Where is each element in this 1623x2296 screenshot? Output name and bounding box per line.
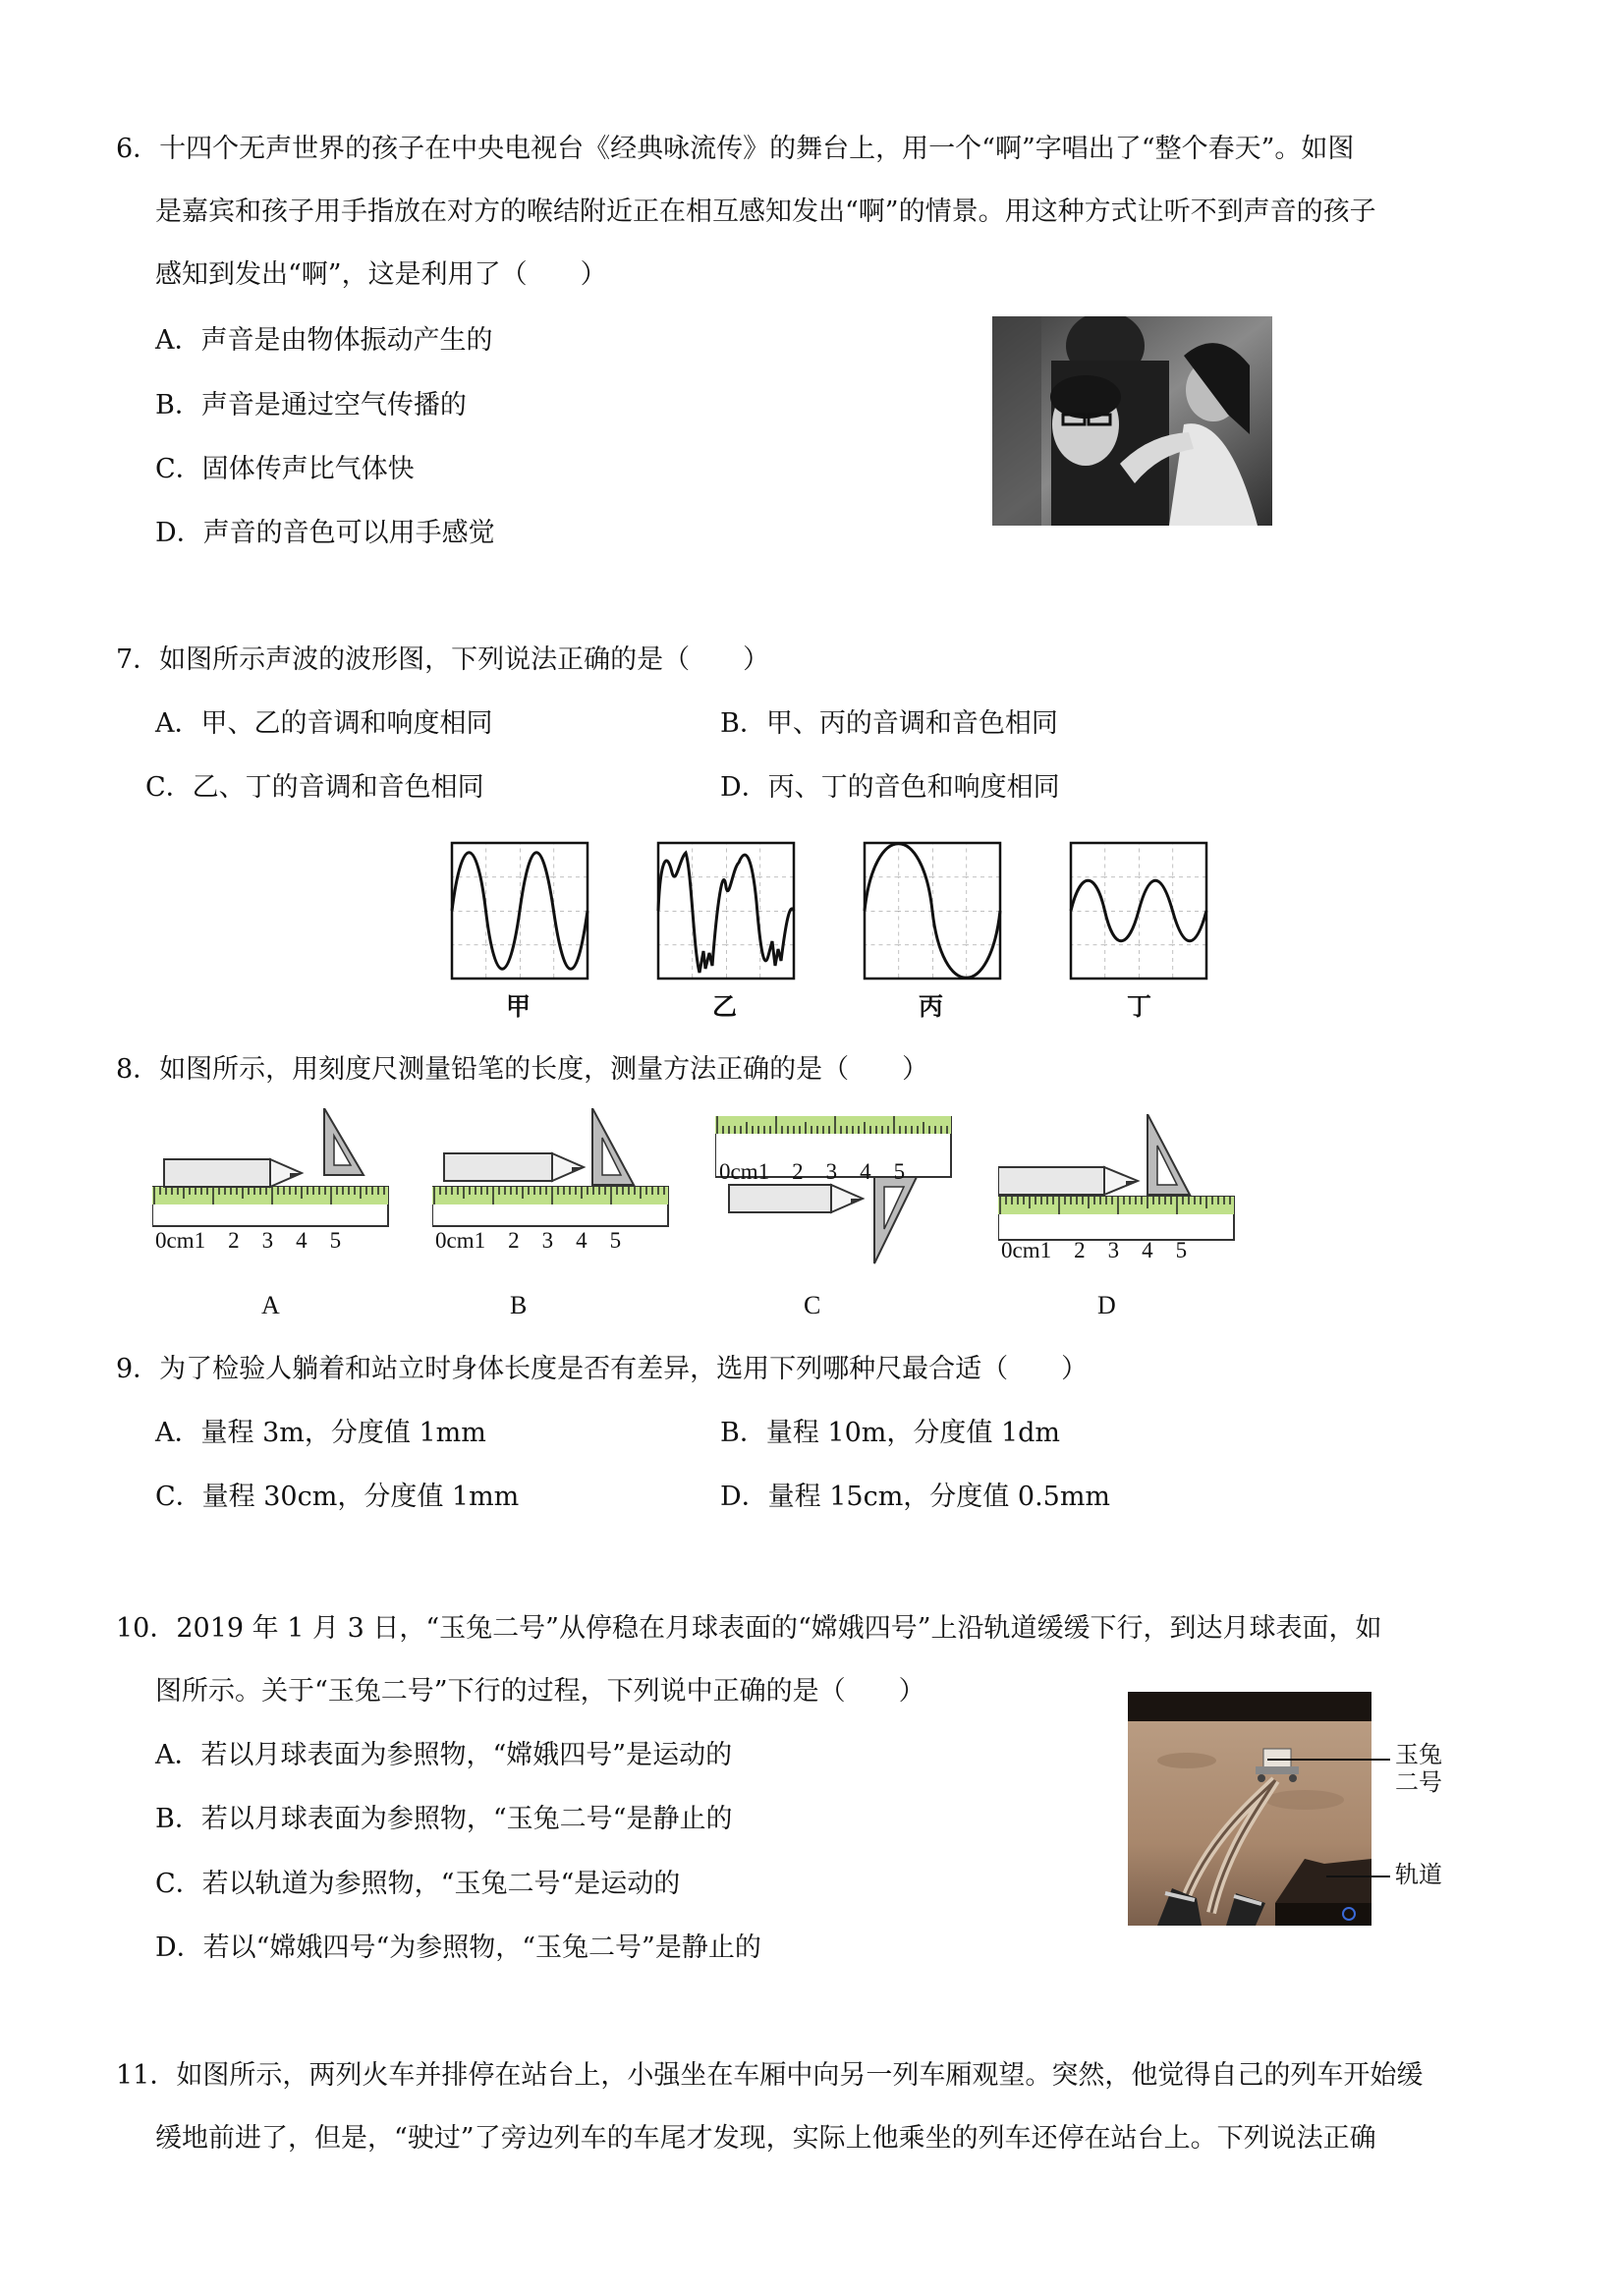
q11-stem-line2: 缓地前进了，但是，“驶过”了旁边列车的车尾才发现，实际上他乘坐的列车还停在站台上。下列说法正确 [155,2123,1376,2154]
q7-option-a: A．甲、乙的音调和响度相同 [155,708,493,739]
q6-stem-line3: 感知到发出“啊”，这是利用了（ ） [155,259,607,290]
q10-option-d: D．若以“嫦娥四号“为参照物，“玉兔二号”是静止的 [155,1932,761,1963]
q8-stem: 8．如图所示，用刻度尺测量铅笔的长度，测量方法正确的是（ ） [116,1054,929,1085]
q10-label-rover-line1: 玉兔 [1395,1741,1442,1768]
q7-stem: 7．如图所示声波的波形图，下列说法正确的是（ ） [116,644,770,675]
wave-label-ding: 丁 [1127,992,1152,1021]
wave-label-yi: 乙 [712,992,738,1021]
waveform-bing [865,843,1000,979]
q9-option-a: A．量程 3m，分度值 1mm [155,1418,486,1448]
q7-waveforms [447,840,1213,1022]
q10-option-c: C．若以轨道为参照物，“玉兔二号“是运动的 [155,1869,681,1899]
q9-option-b: B．量程 10m，分度值 1dm [720,1418,1061,1448]
q10-stem-line1: 10．2019 年 1 月 3 日，“玉兔二号”从停稳在月球表面的“嫦娥四号”上沿轨道缓缓下行，到达月球表面，如 [116,1613,1382,1644]
q10-label-rover-line2: 二号 [1395,1768,1442,1796]
waveform-yi [658,843,794,979]
q7-option-d: D．丙、丁的音色和响度相同 [720,772,1060,803]
q8-figure-c [715,1116,956,1268]
waveform-ding [1071,843,1206,979]
q9-stem: 9．为了检验人躺着和站立时身体长度是否有差异，选用下列哪种尺最合适（ ） [116,1354,1089,1384]
ruler-label-a: 0cm1 2 3 4 5 [155,1228,342,1253]
q6-stem-line1: 6．十四个无声世界的孩子在中央电视台《经典咏流传》的舞台上，用一个“啊”字唱出了“整个春天”。如图 [116,134,1355,164]
q10-option-b: B．若以月球表面为参照物，“玉兔二号“是静止的 [155,1804,733,1834]
q6-photo [992,316,1272,526]
q8-label-b: B [510,1291,528,1319]
waveform-jia [452,843,588,979]
q7-option-c: C．乙、丁的音调和音色相同 [145,772,484,803]
q8-label-a: A [261,1291,280,1319]
wave-label-bing: 丙 [919,992,944,1021]
q8-label-d: D [1097,1291,1116,1319]
q9-option-c: C．量程 30cm，分度值 1mm [155,1482,520,1512]
q6-stem-line2: 是嘉宾和孩子用手指放在对方的喉结附近正在相互感知发出“啊”的情景。用这种方式让听不到声音的孩子 [155,196,1376,227]
q7-option-b: B．甲、丙的音调和音色相同 [720,708,1058,739]
q6-option-c: C．固体传声比气体快 [155,454,415,484]
ruler-label-d: 0cm1 2 3 4 5 [1001,1238,1188,1262]
q10-option-a: A．若以月球表面为参照物，“嫦娥四号”是运动的 [155,1740,733,1770]
q10-label-track: 轨道 [1395,1861,1442,1888]
ruler-label-b: 0cm1 2 3 4 5 [435,1228,622,1253]
wave-label-jia: 甲 [506,992,532,1021]
q11-stem-line1: 11．如图所示，两列火车并排停在站台上，小强坐在车厢中向另一列车厢观望。突然，他觉得自己的列车开始缓 [116,2060,1424,2091]
q6-option-b: B．声音是通过空气传播的 [155,390,467,420]
ruler-label-c: 0cm1 2 3 4 5 [719,1159,906,1184]
q10-callout-lines [1267,1739,1395,1886]
q10-stem-line2: 图所示。关于“玉兔二号”下行的过程，下列说中正确的是（ ） [155,1676,925,1707]
q6-option-a: A．声音是由物体振动产生的 [155,325,493,356]
q9-option-d: D．量程 15cm，分度值 0.5mm [720,1482,1111,1512]
q8-label-c: C [804,1291,821,1319]
q6-option-d: D．声音的音色可以用手感觉 [155,518,495,548]
